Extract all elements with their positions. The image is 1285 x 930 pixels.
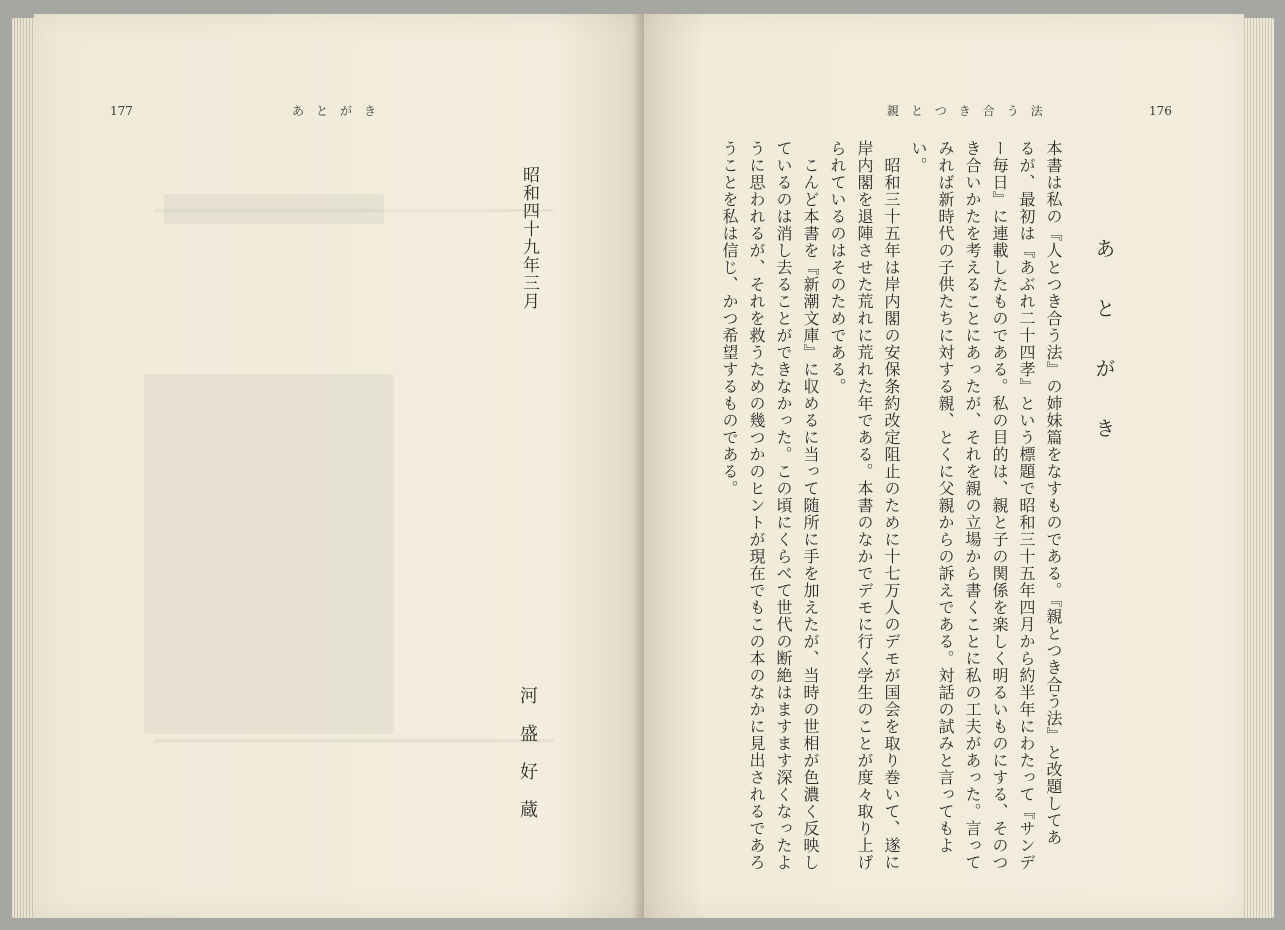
text-column: るが、最初は『あぶれ二十四孝』という標題で昭和三十五年四月から約半年にわたって『サンデ [1017, 140, 1036, 871]
text-column: ているのは消し去ることができなかった。この頃にくらべて世代の断絶はますます深くなったよ [774, 140, 793, 871]
right-page [644, 14, 1244, 918]
text-column: 本書は私の『人とつき合う法』の姉妹篇をなすものである。『親とつき合う法』と改題してあ [1044, 140, 1063, 846]
text-column: られているのはそのためである。 [828, 140, 847, 395]
page-number: 176 [1149, 104, 1172, 118]
text-column: き合いかたを考えることにあったが、それを親の立場から書くことに私の工夫があった。言って [963, 140, 982, 871]
show-through-rule [154, 209, 554, 212]
text-column: うことを私は信じ、かつ希望するものである。 [720, 140, 739, 497]
running-head: あとがき [292, 104, 389, 118]
author-name: 河盛好蔵 [517, 686, 538, 838]
show-through-text [144, 374, 394, 734]
date-line: 昭和四十九年三月 [519, 166, 539, 310]
text-column: 昭和三十五年は岸内閣の安保条約改定阻止のために十七万人のデモが国会を取り巻いて、遂に [882, 140, 901, 871]
running-head: 親とつき合う法 [887, 104, 1055, 118]
text-column: うに思われるが、それを救うための幾つかのヒントが現在でもこの本のなかに見出されるであろ [747, 140, 766, 871]
right-page-edges [1242, 18, 1274, 918]
text-column: い。 [909, 140, 928, 174]
text-column: 岸内閣を退陣させた荒れに荒れた年である。本書のなかでデモに行く学生のことが度々取り上げ [855, 140, 874, 871]
page-number: 177 [110, 104, 133, 118]
section-heading: あとがき [1092, 238, 1116, 478]
show-through-rule [154, 739, 554, 743]
text-column: みれば新時代の子供たちに対する親、とくに父親からの訴えである。対話の試みと言ってもよ [936, 140, 955, 854]
open-book [12, 10, 1274, 920]
text-column: ー毎日』に連載したものである。私の目的は、親と子の関係を楽しく明るいものにする、そのつ [990, 140, 1009, 871]
left-page [34, 14, 644, 918]
text-column: こんど本書を『新潮文庫』に収めるに当って随所に手を加えたが、当時の世相が色濃く反映し [801, 140, 820, 871]
